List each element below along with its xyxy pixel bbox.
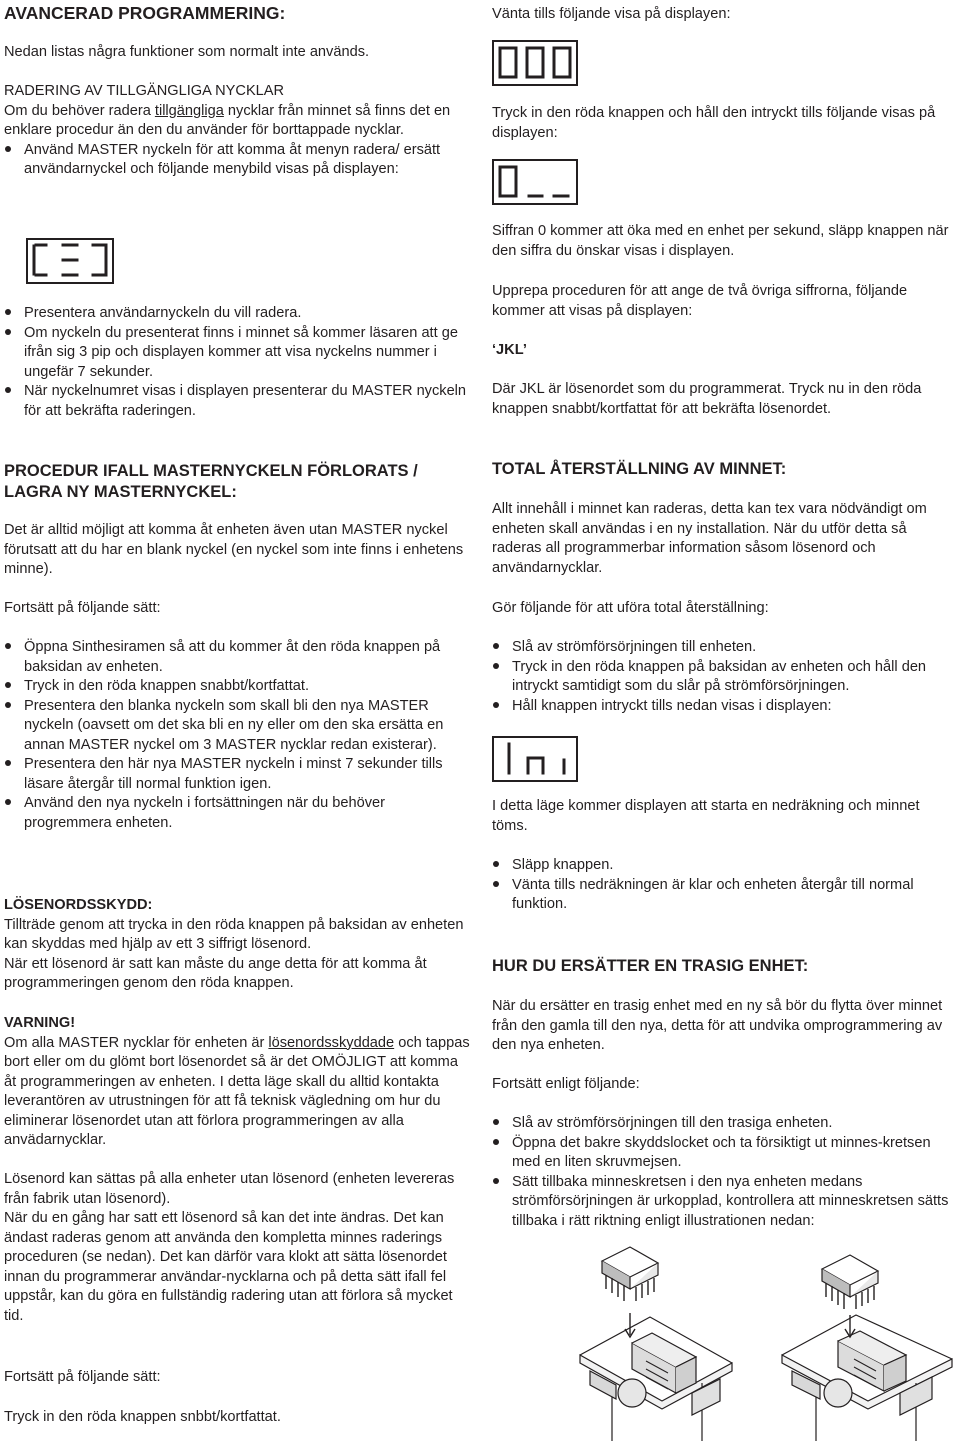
total-heading: TOTAL ÅTERSTÄLLNING AV MINNET: — [492, 460, 787, 478]
list-item: Sätt tillbaka minneskretsen i den nya enheten medans strömförsörjningen är urkopplad, kontrollera att minneskretsen sätts tillbaka i rätt riktning enligt illustrationen nedan: — [492, 1173, 954, 1232]
lcd-display-c3 — [26, 238, 114, 284]
total-instructions: Gör följande för att uföra total återställning: — [492, 600, 769, 616]
list-item: Öppna det bakre skyddslocket och ta försiktigt ut minnes-kretsen med en liten skruvmejsen. — [492, 1134, 954, 1173]
list-item: Presentera den här nya MASTER nyckeln i minst 7 sekunder tills läsare återgår till normal funktion igen. — [4, 755, 474, 794]
radering-text: Om du behöver radera tillgängliga nycklar från minnet så finns det en enklare procedur än den du använder för borttappade nycklar. — [4, 102, 451, 138]
varning-text: Om alla MASTER nycklar för enheten är lösenordsskyddade och tappas bort eller om du glömt bort lösenordet så är det OMÖJLIGT att komma åt programmeringen av enheten. I detta läge skall du alltid kontakta leverantören av utrustningen för att få teknisk vägledning om hur du eliminerar lösenordet utan att förlora programmeringen av alla anvädarnycklar. — [4, 1034, 470, 1148]
siffran-text: Siffran 0 kommer att öka med en enhet per sekund, släpp knappen när den siffra du önskar visas i displayen. — [492, 223, 949, 259]
list-item: Tryck in den röda knappen på baksidan av enheten och håll den intryckt samtidigt som du slår på strömförsörjningen. — [492, 658, 954, 697]
list-item: Slå av strömförsörjningen till den trasiga enheten. — [492, 1114, 954, 1134]
page-title: AVANCERAD PROGRAMMERING: — [4, 3, 286, 23]
intro-text: Nedan listas några funktioner som normalt inte används. — [4, 44, 370, 60]
radering-heading: RADERING AV TILLGÄNGLIGA NYCKLAR — [4, 83, 285, 99]
procedur-continue: Fortsätt på följande sätt: — [4, 600, 161, 616]
upprepa-text: Upprepa proceduren för att ange de två övriga siffrorna, följande kommer att visas på displayen: — [492, 283, 908, 319]
dar-text: Där JKL är lösenordet som du programmerat. Tryck nu in den röda knappen snabbt/kortfattat för att bekräfta lösenordet. — [492, 381, 922, 417]
list-item: När nyckelnumret visas i displayen presenterar du MASTER nyckeln för att bekräfta raderingen. — [4, 382, 474, 421]
list-item: Släpp knappen. — [492, 856, 954, 876]
total-list — [492, 638, 954, 716]
ini-text: I detta läge kommer displayen att starta en nedräkning och minnet töms. — [492, 798, 920, 834]
losenord-final: Tryck in den röda knappen snbbt/kortfattat. — [4, 1409, 281, 1425]
varning-section — [4, 1014, 474, 1151]
procedur-list — [4, 638, 474, 833]
ersatter-heading: HUR DU ERSÄTTER EN TRASIG ENHET: — [492, 957, 809, 975]
list-item: Vänta tills nedräkningen är klar och enheten återgår till normal funktion. — [492, 876, 954, 915]
list-item: Håll knappen intryckt tills nedan visas i displayen: — [492, 697, 954, 717]
list-item: Öppna Sinthesiramen så att du kommer åt den röda knappen på baksidan av enheten. — [4, 638, 474, 677]
losenord-section — [4, 896, 474, 994]
ersatter-text: När du ersätter en trasig enhet med en ny så bör du flytta över minnet från den gamla till den nya, detta för att undvika omprogrammering av den nya enheten. — [492, 998, 943, 1053]
losenord-continue: Fortsätt på följande sätt: — [4, 1369, 161, 1385]
losenord-note-2: När du en gång har satt ett lösenord så kan det inte ändras. Det kan ändast raderas genom att använda den kompletta minnes raderings proceduren (se nedan). Det kan därför vara klokt att sätta lösenordet innan du programmerar användar-nycklarna och på detta sätt ifall fel uppstår, kan du göra en fullständig radering utan att förlora så mycket tid. — [4, 1210, 453, 1324]
lcd-display-0 — [492, 159, 578, 205]
list-item: Slå av strömförsörjningen till enheten. — [492, 638, 954, 658]
list-item: Om nyckeln du presenterat finns i minnet så kommer läsaren att ge ifrån sig 3 pip och displayen kommer att visa nyckelns nummer i ungefär 7 sekunder. — [4, 324, 474, 383]
losenord-text-2: När ett lösenord är satt kan måste du ange detta för att komma åt programmeringen genom den röda knappen. — [4, 955, 427, 991]
procedur-heading: PROCEDUR IFALL MASTERNYCKELN FÖRLORATS / LAGRA NY MASTERNYCKEL: — [4, 462, 418, 501]
total-text: Allt innehåll i minnet kan raderas, detta kan tex vara nödvändigt om enheten skall användas i en ny installation. När du utför detta så raderas all programmerbar information såsom lösenord och användarnycklar. — [492, 501, 927, 576]
memory-chip-illustration-right — [776, 1243, 956, 1448]
ersatter-list — [492, 1114, 954, 1231]
list-item: Använd MASTER nyckeln för att komma åt menyn radera/ ersätt användarnyckel och följande menybild visas på displayen: — [4, 141, 474, 180]
losenord-heading: LÖSENORDSSKYDD: — [4, 897, 153, 913]
total-list-2 — [492, 856, 954, 915]
ersatter-continue: Fortsätt enligt följande: — [492, 1076, 640, 1092]
radering-section — [4, 82, 474, 180]
memory-chip-illustration-left — [572, 1243, 740, 1448]
list-item: Tryck in den röda knappen snabbt/kortfattat. — [4, 677, 474, 697]
radering-list — [4, 304, 474, 421]
wait-text: Vänta tills följande visa på displayen: — [492, 6, 731, 22]
lcd-display-000 — [492, 40, 578, 86]
losenord-note-1: Lösenord kan sättas på alla enheter utan lösenord (enheten levereras från fabrik utan lösenord). — [4, 1171, 455, 1207]
list-item: Använd den nya nyckeln i fortsättningen när du behöver progremmera enheten. — [4, 794, 474, 833]
list-item: Presentera användarnyckeln du vill radera. — [4, 304, 474, 324]
list-item: Presentera den blanka nyckeln som skall bli den nya MASTER nyckeln (oavsett om det ska bli en ny eller om den ska ersätta en annan MASTER nyckel om 3 MASTER nycklar redan existerar). — [4, 697, 474, 756]
varning-label: VARNING! — [4, 1015, 76, 1031]
lcd-display-ini — [492, 736, 578, 782]
press-text: Tryck in den röda knappen och håll den intryckt tills följande visas på displayen: — [492, 105, 936, 141]
procedur-text: Det är alltid möjligt att komma åt enheten även utan MASTER nyckel förutsatt att du har en blank nyckel (en nyckel som inte finns i enhetens minne). — [4, 522, 464, 577]
losenord-text: Tillträde genom att trycka in den röda knappen på baksidan av enheten kan skyddas med hjälp av ett 3 siffrigt lösenord. — [4, 916, 464, 952]
losenord-notes — [4, 1170, 474, 1326]
jkl-text: ‘JKL’ — [492, 342, 527, 358]
